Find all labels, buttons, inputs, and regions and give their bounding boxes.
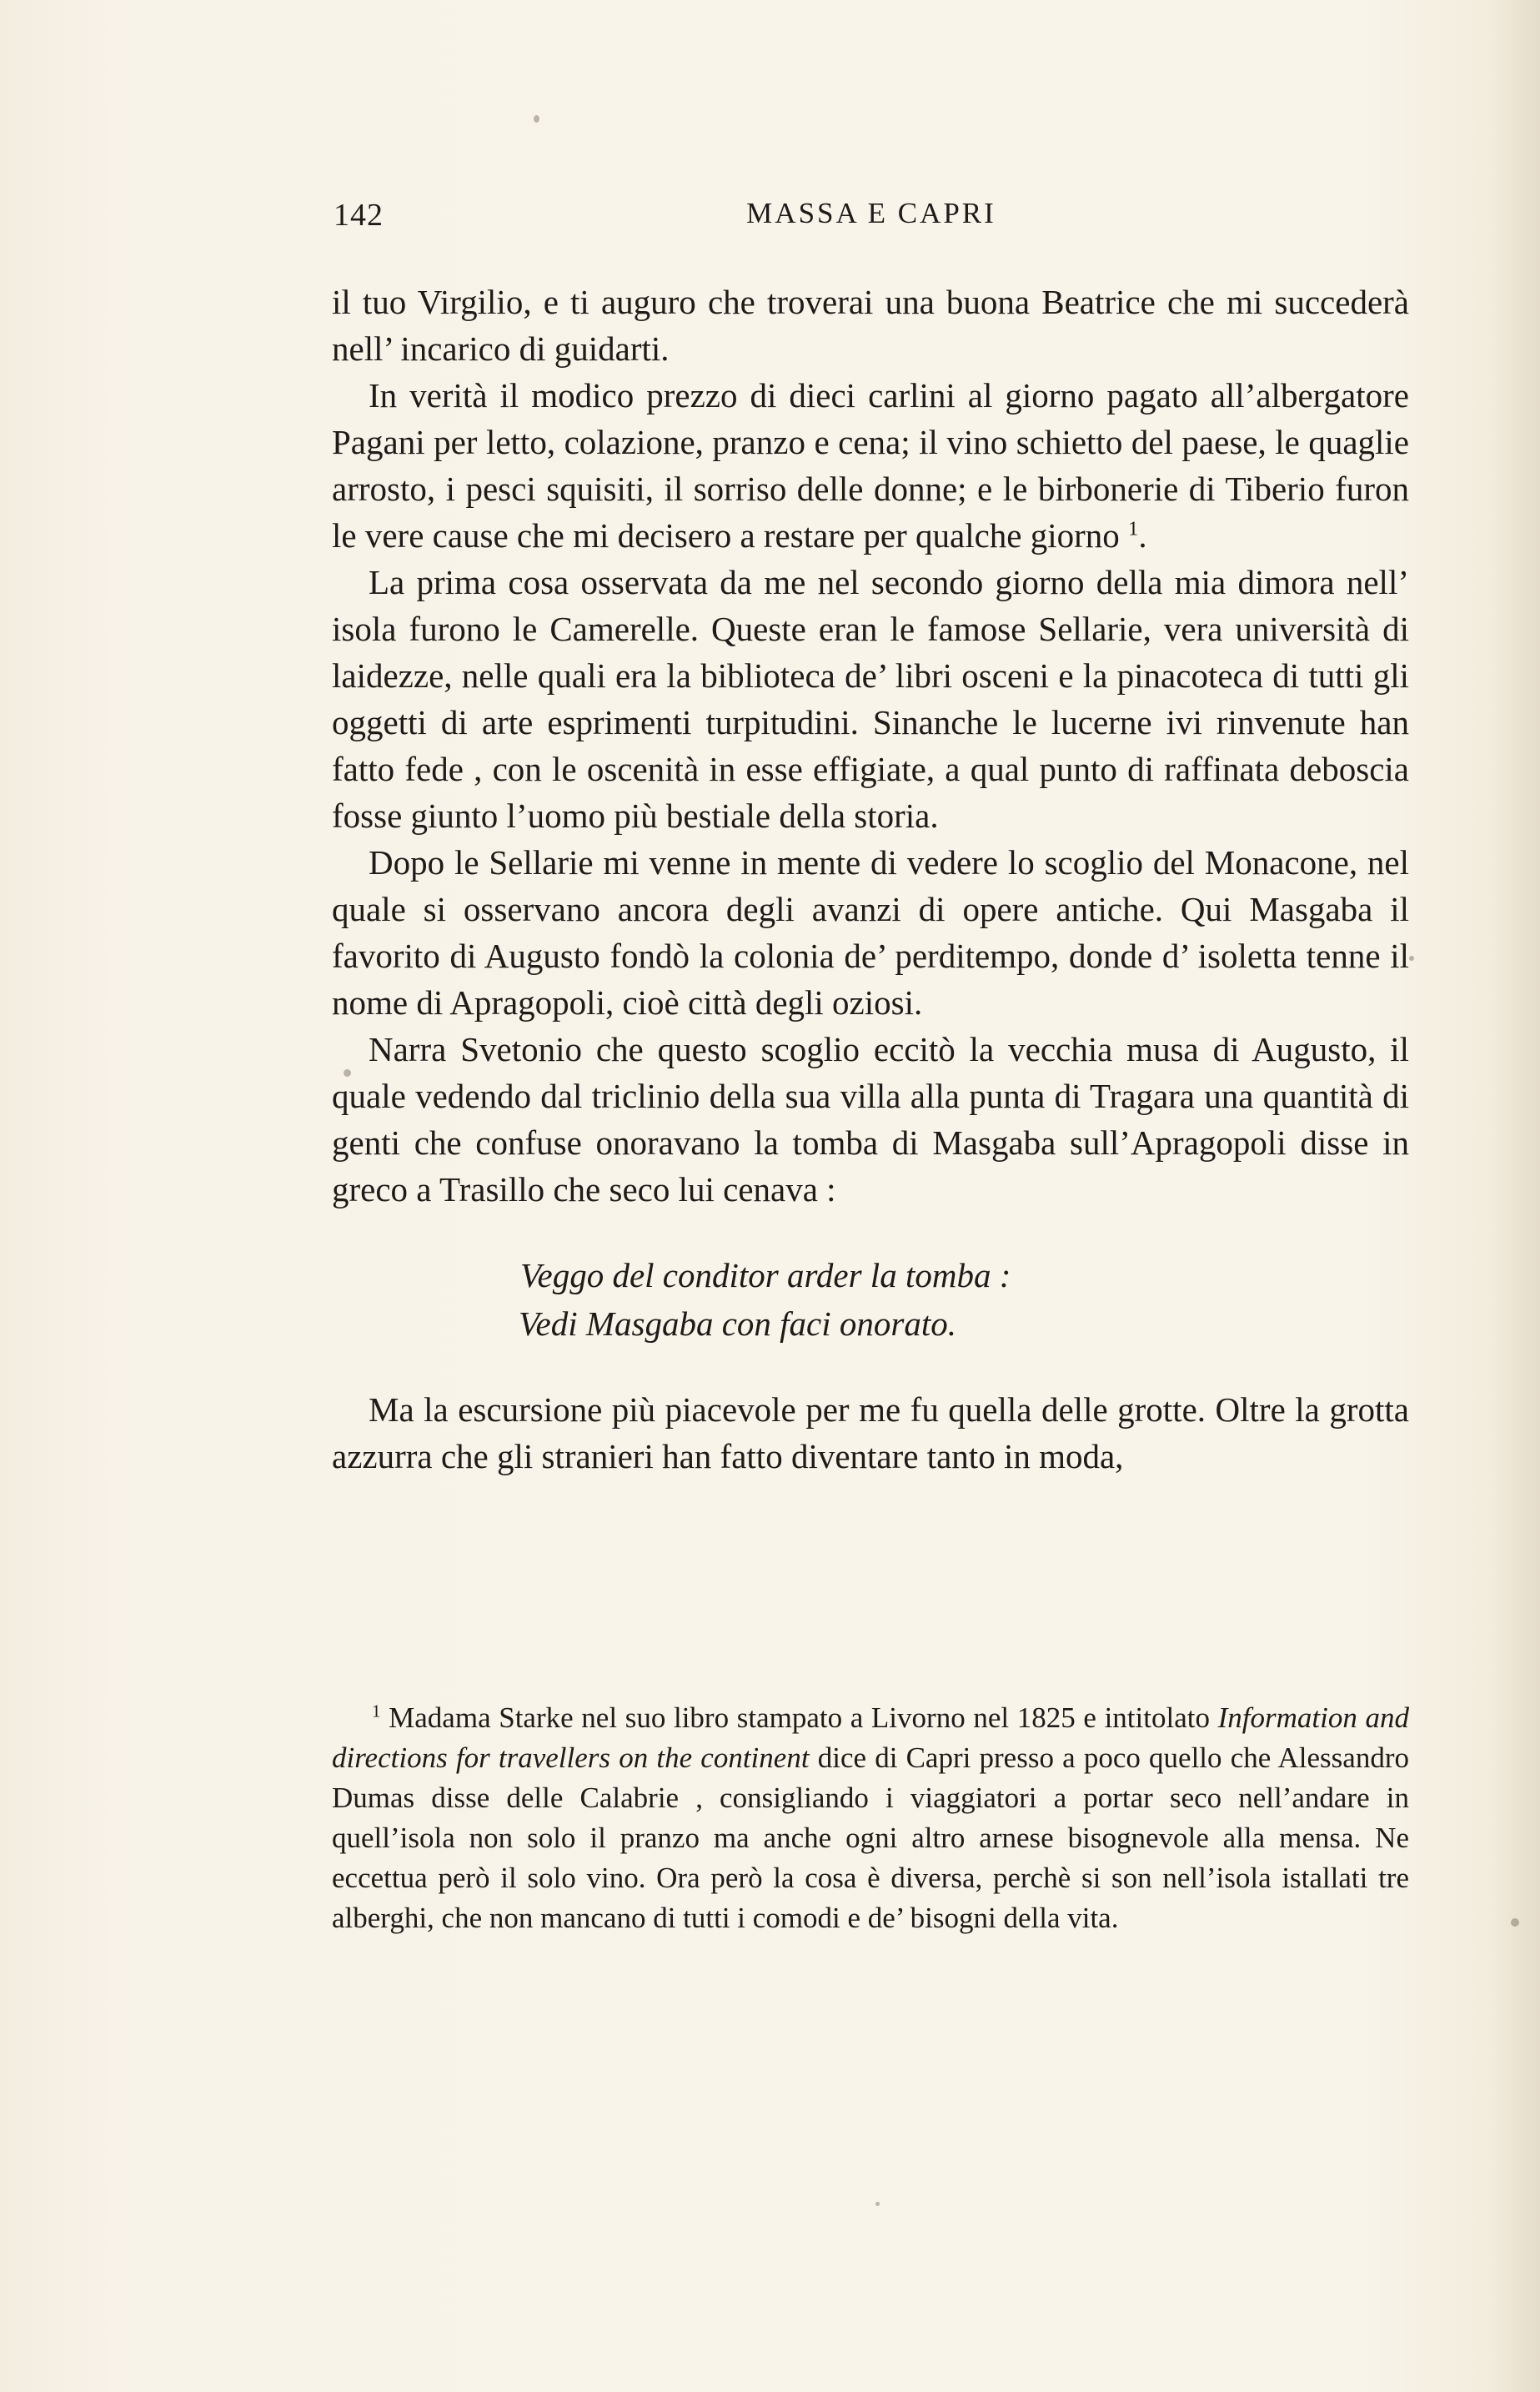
page-edge-shadow bbox=[1490, 0, 1540, 2392]
footnote-text: dice di Capri presso a poco quello che Alessandro Dumas disse delle Calabrie , consigliando i viaggiatori a portar seco nell’andare in quell’isola non solo il pranzo ma anche ogni altro arnese bisognevole alla mensa. Ne eccettua però il solo vino. Ora però la cosa è diversa, perchè si son nell’isola istallati tre alberghi, che non mancano di tutti i comodi e de’ bisogni della vita. bbox=[332, 1741, 1409, 1934]
paragraph: La prima cosa osservata da me nel secondo giorno della mia dimora nell’ isola furono le Camerelle. Queste eran le famose Sellarie, vera università di laidezze, nelle quali era la biblioteca de’ libri osceni e la pinacoteca di tutti gli oggetti di arte esprimenti turpitudini. Sinanche le lucerne ivi rinvenute han fatto fede , con le oscenità in esse effigiate, a qual punto di raffinata deboscia fosse giunto l’uomo più bestiale della storia. bbox=[332, 563, 1409, 835]
footnote-book-title: Information and directions for travellers on the continent bbox=[332, 1701, 1409, 1774]
verse-line: Veggo del conditor arder la tomba : bbox=[520, 1256, 1011, 1294]
paper-speck bbox=[344, 1069, 351, 1077]
footnote bbox=[332, 1698, 1409, 1938]
page-number: 142 bbox=[334, 198, 384, 233]
paper-speck bbox=[534, 115, 539, 123]
paper-speck bbox=[1511, 1918, 1519, 1927]
verse-quotation bbox=[520, 1251, 1409, 1348]
running-title: MASSA E CAPRI bbox=[746, 197, 996, 229]
paper-speck bbox=[875, 2202, 880, 2206]
verse-line: Vedi Masgaba con faci onorato. bbox=[519, 1304, 956, 1343]
paragraph-continued: il tuo Virgilio, e ti auguro che troverai una buona Beatrice che mi succederà nell’ incarico di guidarti. bbox=[332, 283, 1409, 368]
paragraph-text: In verità il modico prezzo di dieci carlini al giorno pagato all’albergatore Pagani per letto, colazione, pranzo e cena; il vino schietto del paese, le quaglie arrosto, i pesci squisiti, il sorriso delle donne; e le birbonerie di Tiberio furon le vere cause che mi decisero a restare per qualche giorno bbox=[332, 376, 1409, 555]
paper-speck bbox=[1409, 956, 1414, 961]
footnote-text: Madama Starke nel suo libro stampato a Livorno nel 1825 e intitolato bbox=[380, 1701, 1218, 1734]
paragraph-end-punctuation: . bbox=[1138, 516, 1147, 555]
paragraph bbox=[332, 372, 1409, 559]
running-head bbox=[334, 197, 1409, 239]
footnote-reference[interactable]: 1 bbox=[1128, 517, 1139, 540]
paragraph: Dopo le Sellarie mi venne in mente di vedere lo scoglio del Monacone, nel quale si osservano ancora degli avanzi di opere antiche. Qui Masgaba il favorito di Augusto fondò la colonia de’ perditempo, donde d’ isoletta tenne il nome di Apragopoli, cioè città degli oziosi. bbox=[332, 843, 1409, 1022]
paragraph: Narra Svetonio che questo scoglio eccitò la vecchia musa di Augusto, il quale vedendo dal triclinio della sua villa alla punta di Tragara una quantità di genti che confuse onoravano la tomba di Masgaba sull’Apragopoli disse in greco a Trasillo che seco lui cenava : bbox=[332, 1030, 1409, 1209]
paragraph: Ma la escursione più piacevole per me fu quella delle grotte. Oltre la grotta azzurra che gli stranieri han fatto diventare tanto in moda, bbox=[332, 1390, 1409, 1475]
footnote-marker: 1 bbox=[372, 1701, 381, 1721]
main-text bbox=[332, 279, 1409, 1480]
